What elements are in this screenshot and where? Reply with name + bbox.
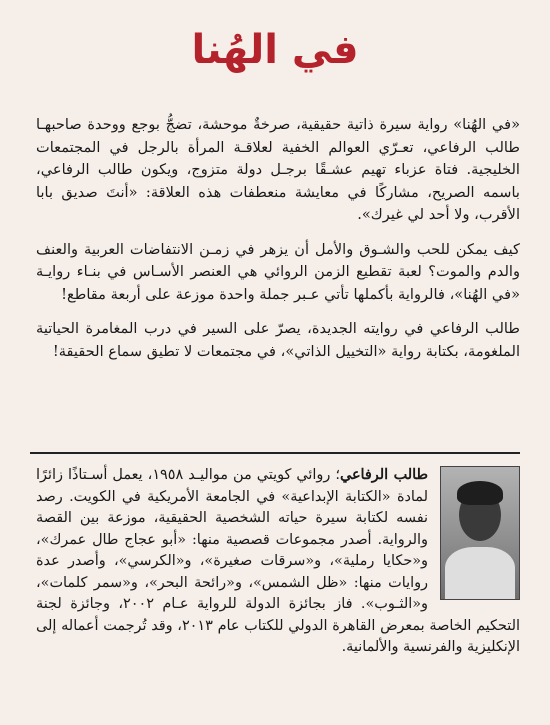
author-section <box>36 464 520 659</box>
book-title: في الهُنا <box>191 27 359 73</box>
author-name: طالب الرفاعي <box>339 466 428 483</box>
blurb-paragraph-3: طالب الرفاعي في روايته الجديدة، يصرّ على السير في درب المغامرة الحياتية الملغومة، بكتابة رواية «التخييل الذاتي»، في مجتمعات لا تطيق سماع الحقيقة! <box>36 320 520 360</box>
author-photo <box>440 466 520 600</box>
section-divider <box>30 452 520 454</box>
blurb-paragraph-1: «في الهُنا» رواية سيرة ذاتية حقيقية، صرخةٌ موحشة، تضجُّ بوجع ووحدة صاحبهـا طالب الرفاعي، تعـرّي العوالم الخفية لعلاقـة المرأة بالرجل في المجتمعات الخليجية. فتاة عزباء تهيم عشـقًا برجـل دولة متزوج، ويكون طالب الرفاعي، باسمه الصريح، مشاركًا في معايشة منعطفات هذه العلاقة: «أنتَ صديق بابا الأقرب، ولا أحد لي غيرك». <box>36 116 520 223</box>
author-bio: ؛ روائي كويتي من مواليـد ١٩٥٨، يعمل أسـتاذًا زائرًا لمادة «الكتابة الإبداعية» في الجامعة الأمريكية في الكويت. رصد نفسه لكتابة سيرة حياته الشخصية الحقيقية، موزعة بين القصة والرواية. أصدر مجموعات قصصية منها: «أبو عجاج طال عمرك»، و«حكايا رملية»، و«سرقات صغيرة»، و«الكرسي»، وأصدر عدة روايات منها: «ظل الشمس»، و«رائحة البحر»، و«سمر كلمات»، و«الثـوب». فاز بجائزة الدولة للرواية عـام ٢٠٠٢، وجائزة لجنة التحكيم الخاصة بمعرض القاهرة الدولي للكتاب عام ٢٠١٣، وقد تُرجمت أعماله إلى الإنكليزية والفرنسية والألمانية. <box>36 467 520 655</box>
blurb <box>36 114 520 375</box>
blurb-paragraph-2: كيف يمكن للحب والشـوق والأمل أن يزهر في زمـن الانتفاضات العربية والعنف والدم والموت؟ لعبة تقطيع الزمن الروائي هي العنصر الأسـاس في بنـاء روايـة «في الهُنا»، فالرواية بأكملها تأتي عـبر جملة واحدة موزعة على أربعة مقاطع! <box>36 240 520 303</box>
